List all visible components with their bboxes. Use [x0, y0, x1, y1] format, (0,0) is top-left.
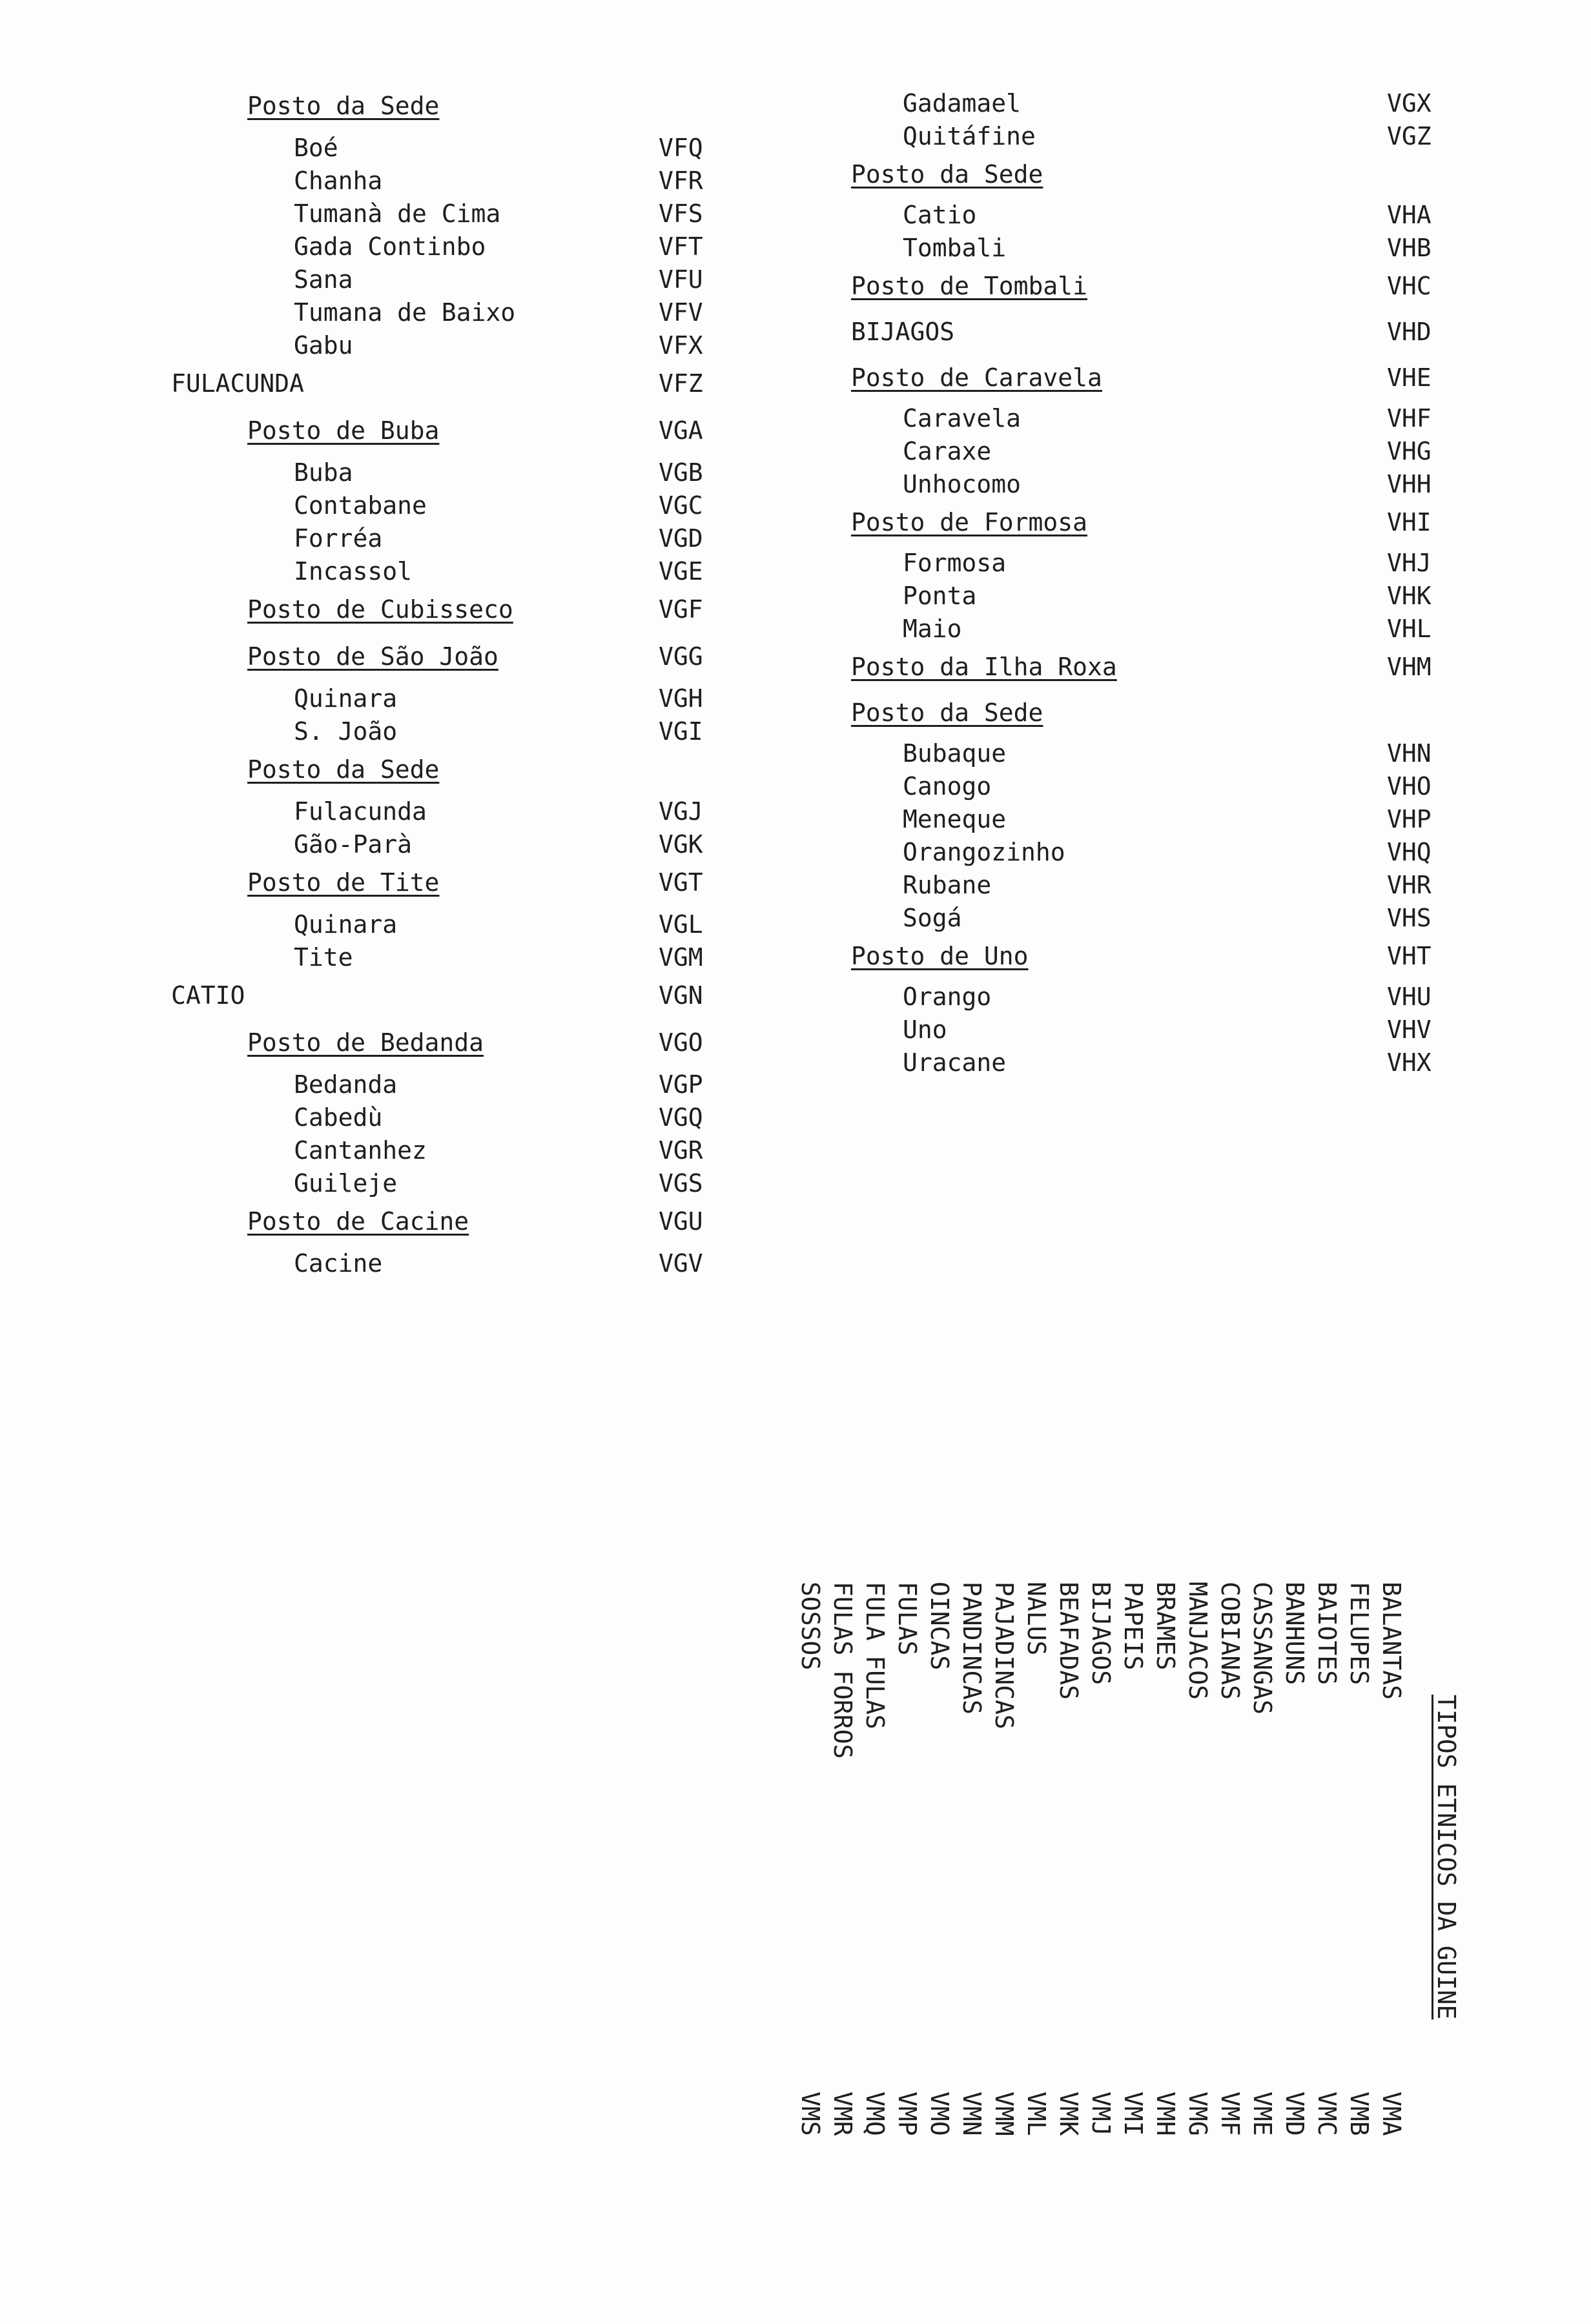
entry-label: Forréa — [294, 524, 383, 553]
entry-label: CATIO — [171, 981, 245, 1010]
ethnic-name: NALUS — [1022, 1582, 1051, 1656]
entry-code: VGR — [659, 1136, 703, 1165]
ethnic-code: VMQ — [861, 2092, 889, 2136]
entry-label: Guileje — [294, 1169, 398, 1198]
ethnic-name: PANDINCAS — [958, 1582, 986, 1715]
ethnic-code: VML — [1022, 2092, 1051, 2136]
entry-label: BIJAGOS — [851, 318, 955, 346]
entry-code: VGQ — [659, 1103, 703, 1132]
entry-label: Posto da Ilha Roxa — [851, 653, 1117, 681]
ethnic-name: PAPEIS — [1119, 1582, 1147, 1671]
entry-label: Quitáfine — [903, 122, 1036, 150]
entry-label: Posto da Sede — [247, 755, 440, 784]
entry-code: VHR — [1387, 871, 1432, 899]
entry-label: Posto de Tite — [247, 868, 440, 897]
entry-code: VGG — [659, 642, 703, 671]
entry-code: VHD — [1387, 318, 1432, 346]
entry-label: Gabu — [294, 331, 353, 360]
entry-code: VGT — [659, 868, 703, 897]
entry-code: VHB — [1387, 234, 1432, 262]
ethnic-code: VMJ — [1087, 2092, 1115, 2136]
entry-code: VFV — [659, 298, 703, 327]
entry-label: Canogo — [903, 772, 992, 800]
entry-label: Unhocomo — [903, 470, 1021, 498]
entry-label: Sogá — [903, 904, 962, 932]
entry-code: VHJ — [1387, 549, 1432, 577]
entry-label: Posto de Buba — [247, 416, 440, 445]
entry-label: Caraxe — [903, 437, 992, 465]
ethnic-code: VMB — [1345, 2092, 1373, 2136]
entry-label: Cacine — [294, 1249, 383, 1278]
entry-code: VHC — [1387, 272, 1432, 300]
entry-label: Rubane — [903, 871, 992, 899]
entry-code: VHQ — [1387, 838, 1432, 866]
entry-code: VHH — [1387, 470, 1432, 498]
ethnic-names-list — [775, 1582, 1408, 1759]
entry-code: VGU — [659, 1207, 703, 1236]
entry-label: Meneque — [903, 805, 1007, 833]
entry-code: VHX — [1387, 1048, 1432, 1077]
entry-label: Uno — [903, 1015, 947, 1044]
entry-label: Posto de Tombali — [851, 272, 1088, 300]
entry-code: VGO — [659, 1028, 703, 1057]
entry-label: Boé — [294, 134, 338, 162]
ethnic-name: MANJACOS — [1184, 1582, 1212, 1700]
ethnic-name: FULA FULAS — [861, 1582, 889, 1729]
entry-code: VHE — [1387, 363, 1432, 392]
entry-label: Tite — [294, 943, 353, 972]
ethnic-name: BAIOTES — [1313, 1582, 1341, 1686]
entry-label: Posto de Bedanda — [247, 1028, 484, 1057]
entry-code: VFQ — [659, 134, 703, 162]
entry-label: Quinara — [294, 910, 398, 939]
entry-label: Quinara — [294, 684, 398, 713]
entry-label: Chanha — [294, 167, 383, 195]
entry-code: VGE — [659, 557, 703, 586]
entry-label: Buba — [294, 458, 353, 487]
entry-code: VFR — [659, 167, 703, 195]
entry-code: VGI — [659, 717, 703, 746]
entry-code: VHI — [1387, 508, 1432, 536]
entry-label: Posto de Cubisseco — [247, 595, 513, 624]
ethnic-code: VMP — [893, 2092, 921, 2136]
entry-code: VHN — [1387, 739, 1432, 768]
entry-label: Fulacunda — [294, 797, 427, 826]
entry-code: VGD — [659, 524, 703, 553]
entry-label: Contabane — [294, 491, 427, 520]
ethnic-name: COBIANAS — [1216, 1582, 1244, 1700]
entry-code: VGF — [659, 595, 703, 624]
ethnic-name: BANHUNS — [1280, 1582, 1309, 1686]
ethnic-name: PAJADINCAS — [990, 1582, 1018, 1729]
ethnic-code: VMR — [828, 2092, 857, 2136]
ethnic-code: VMN — [958, 2092, 986, 2136]
entry-code: VHF — [1387, 404, 1432, 433]
ethnic-name: OINCAS — [925, 1582, 954, 1671]
entry-code: VGH — [659, 684, 703, 713]
ethnic-code: VMO — [925, 2092, 954, 2136]
entry-code: VHV — [1387, 1015, 1432, 1044]
ethnic-name: FULAS — [893, 1582, 921, 1656]
entry-code: VGZ — [1387, 122, 1432, 150]
entry-code: VGB — [659, 458, 703, 487]
entry-code: VFX — [659, 331, 703, 360]
entry-label: Bedanda — [294, 1070, 398, 1099]
entry-label: Incassol — [294, 557, 413, 586]
entry-code: VHK — [1387, 582, 1432, 610]
entry-code: VGM — [659, 943, 703, 972]
entry-label: Posto de Uno — [851, 942, 1029, 970]
entry-label: FULACUNDA — [171, 369, 304, 398]
ethnic-name: BRAMES — [1151, 1582, 1180, 1671]
entry-code: VFS — [659, 199, 703, 228]
entry-label: Tumana de Baixo — [294, 298, 516, 327]
ethnic-code: VME — [1248, 2092, 1277, 2136]
ethnic-code: VMD — [1280, 2092, 1309, 2136]
entry-code: VGX — [1387, 89, 1432, 117]
entry-label: Sana — [294, 265, 353, 294]
entry-label: Uracane — [903, 1048, 1007, 1077]
entry-code: VGA — [659, 416, 703, 445]
entry-label: Formosa — [903, 549, 1007, 577]
ethnic-code: VMF — [1216, 2092, 1244, 2136]
ethnic-code: VMS — [796, 2092, 825, 2136]
entry-code: VHL — [1387, 615, 1432, 643]
entry-label: Posto de Formosa — [851, 508, 1088, 536]
entry-code: VHU — [1387, 983, 1432, 1011]
ethnic-code: VMC — [1313, 2092, 1341, 2136]
entry-label: Posto de São João — [247, 642, 498, 671]
ethnic-code: VMG — [1184, 2092, 1212, 2136]
entry-code: VGJ — [659, 797, 703, 826]
entry-code: VHM — [1387, 653, 1432, 681]
entry-code: VGK — [659, 830, 703, 859]
entry-label: Catio — [903, 201, 977, 229]
entry-code: VFZ — [659, 369, 703, 398]
entry-code: VHA — [1387, 201, 1432, 229]
ethnic-code: VMH — [1151, 2092, 1180, 2136]
entry-label: Gadamael — [903, 89, 1021, 117]
entry-label: Maio — [903, 615, 962, 643]
entry-label: Caravela — [903, 404, 1021, 433]
entry-label: Bubaque — [903, 739, 1007, 768]
entry-label: Orangozinho — [903, 838, 1065, 866]
entry-code: VGV — [659, 1249, 703, 1278]
entry-code: VHT — [1387, 942, 1432, 970]
entry-code: VFT — [659, 232, 703, 261]
ethnic-code: VMK — [1054, 2092, 1083, 2136]
entry-code: VGN — [659, 981, 703, 1010]
entry-label: Posto de Caravela — [851, 363, 1102, 392]
entry-label: Orango — [903, 983, 992, 1011]
entry-label: Ponta — [903, 582, 977, 610]
ethnic-name: BALANTAS — [1377, 1582, 1406, 1700]
ethnic-codes-list — [775, 2092, 1408, 2136]
ethnic-code: VMI — [1119, 2092, 1147, 2136]
entry-code: VHG — [1387, 437, 1432, 465]
entry-code: VHP — [1387, 805, 1432, 833]
entry-label: Posto de Cacine — [247, 1207, 469, 1236]
ethnic-name: CASSANGAS — [1248, 1582, 1277, 1715]
entry-label: Tombali — [903, 234, 1007, 262]
entry-label: Posto da Sede — [851, 160, 1043, 189]
entry-code: VGS — [659, 1169, 703, 1198]
entry-label: Cantanhez — [294, 1136, 427, 1165]
entry-code: VHS — [1387, 904, 1432, 932]
entry-code: VGC — [659, 491, 703, 520]
ethnic-name: FELUPES — [1345, 1582, 1373, 1686]
entry-label: Cabedù — [294, 1103, 383, 1132]
entry-label: S. João — [294, 717, 398, 746]
entry-code: VFU — [659, 265, 703, 294]
ethnic-code: VMA — [1377, 2092, 1406, 2136]
ethnic-code: VMM — [990, 2092, 1018, 2136]
entry-code: VHO — [1387, 772, 1432, 800]
ethnic-name: FULAS FORROS — [828, 1582, 857, 1759]
ethnic-types-title: TIPOS ETNICOS DA GUINE — [1432, 1695, 1461, 2020]
ethnic-name: BEAFADAS — [1054, 1582, 1083, 1700]
entry-label: Tumanà de Cima — [294, 199, 501, 228]
entry-code: VGP — [659, 1070, 703, 1099]
entry-code: VGL — [659, 910, 703, 939]
entry-label: Gão-Parà — [294, 830, 413, 859]
ethnic-name: BIJAGOS — [1087, 1582, 1115, 1686]
entry-label: Posto da Sede — [851, 698, 1043, 727]
entry-label: Gada Continbo — [294, 232, 486, 261]
ethnic-name: SOSSOS — [796, 1582, 825, 1671]
entry-label: Posto da Sede — [247, 92, 440, 120]
